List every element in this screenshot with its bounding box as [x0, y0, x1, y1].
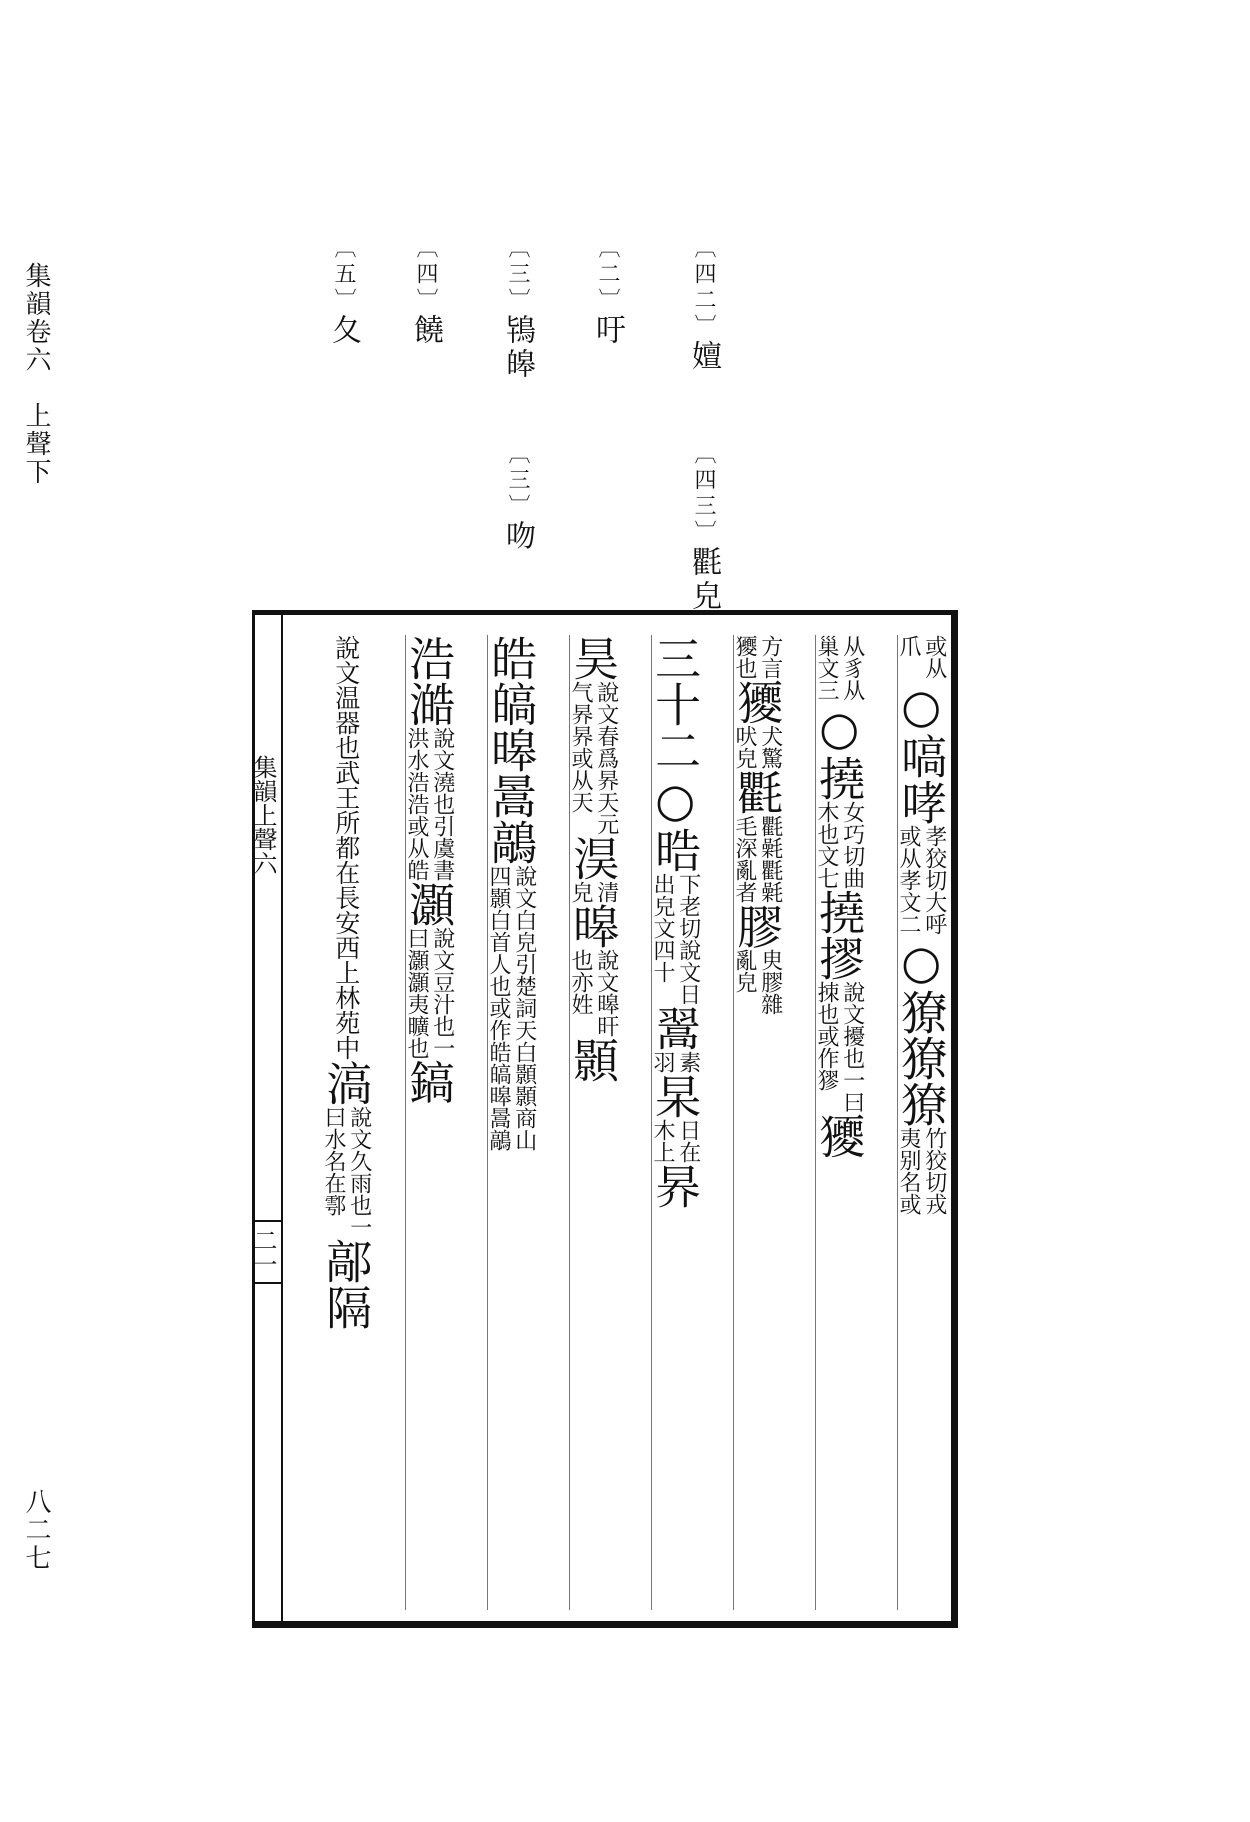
head-character: 鎬	[402, 1059, 457, 1105]
gloss-line: 皃	[568, 881, 593, 903]
gloss-line: 犬驚	[757, 725, 783, 769]
gloss	[731, 949, 783, 1015]
gloss-line: 巢文三	[814, 635, 839, 701]
collation-note	[500, 442, 535, 554]
head-character: 浩澔	[402, 635, 457, 727]
gloss-line: 拺也或作㺒	[814, 981, 839, 1091]
head-character: 獿	[730, 679, 785, 725]
gloss-line: 木也文七	[814, 801, 839, 889]
head-character: 撓摎	[812, 889, 867, 981]
gloss	[813, 635, 865, 701]
head-character: ○嗃哮	[894, 679, 949, 825]
gloss-line: 洪水浩浩或从皓	[404, 727, 429, 881]
gloss-line: 說文澆也引虞書	[429, 727, 455, 881]
gloss-line: 羽	[650, 1051, 675, 1073]
gloss	[403, 927, 455, 1059]
note-text: 吻	[500, 520, 535, 554]
gloss	[731, 815, 783, 903]
gloss-line: 竹狡切戎	[921, 1127, 947, 1215]
gloss-line: 清	[593, 881, 619, 903]
gloss-line: 曰水名在鄠	[321, 1106, 346, 1216]
text-column	[730, 635, 785, 1610]
head-character: 昊	[566, 635, 621, 681]
gloss	[403, 727, 455, 881]
gloss	[567, 949, 619, 1037]
gloss-line: 說文暤旰	[593, 949, 619, 1037]
block-heart-title: 集韻上聲六	[249, 755, 277, 875]
head-character: 膠	[730, 903, 785, 949]
note-text: 氍皃	[686, 546, 721, 614]
gloss	[485, 865, 537, 1151]
page-number: 八二七	[21, 1488, 51, 1572]
collation-note	[686, 442, 721, 614]
gloss	[649, 1051, 701, 1073]
note-number: 〔四三〕	[691, 442, 716, 546]
collation-note	[686, 236, 721, 374]
gloss-line: 日在	[675, 1119, 701, 1163]
running-title: 集韻卷六 上聲下	[21, 262, 51, 486]
note-text: 嬗	[686, 340, 721, 374]
gloss-line: 毛深亂者	[732, 815, 757, 903]
rhyme-heading: 三十二	[648, 635, 703, 773]
gloss	[649, 873, 701, 1005]
collation-note	[590, 236, 625, 348]
gloss-line: 或从孝文二	[896, 825, 921, 935]
gloss-line: 方言	[757, 635, 783, 679]
text-column	[402, 635, 457, 1610]
head-character: 滈	[319, 1060, 374, 1106]
note-number: 〔三〕	[505, 442, 530, 520]
head-character: 獿	[812, 1113, 867, 1159]
collation-note	[408, 236, 443, 348]
gloss	[895, 635, 947, 679]
head-character: ○獠獠獠	[894, 935, 949, 1127]
note-number: 〔三〕	[505, 236, 530, 314]
block-heart-folio: 二一	[255, 1220, 281, 1284]
gloss-line: 或从	[921, 635, 947, 679]
gloss-line: 曰灝灝夷曠也	[404, 927, 429, 1059]
gloss-line: 孝狡切大呼	[921, 825, 947, 935]
gloss-line: 說文春爲昦天元	[593, 681, 619, 835]
gloss	[320, 1106, 372, 1238]
head-character: 氍	[730, 769, 785, 815]
gloss-line: 㬰膠雜	[757, 949, 783, 1015]
gloss-line: 木上	[650, 1119, 675, 1163]
note-text: 饒	[408, 314, 443, 348]
text-column	[566, 635, 621, 1610]
head-character: 昦	[648, 1163, 703, 1209]
gloss-line: 說文豆汁也一	[429, 927, 455, 1059]
note-number: 〔五〕	[331, 236, 356, 314]
gloss-line: 气昦昦或从天	[568, 681, 593, 813]
gloss	[813, 801, 865, 889]
head-character: 灝	[402, 881, 457, 927]
gloss-line: 亂皃	[732, 949, 757, 993]
text-column	[319, 635, 374, 1610]
gloss-line: 說文久雨也一	[346, 1106, 372, 1238]
gloss-line: 从豸从	[839, 635, 865, 701]
gloss	[567, 681, 619, 835]
text-column	[894, 635, 949, 1610]
gloss-line: 也亦姓	[568, 949, 593, 1015]
gloss	[895, 1127, 947, 1215]
gloss	[649, 1119, 701, 1163]
gloss-line: 獿也	[732, 635, 757, 679]
collation-note	[326, 236, 361, 348]
text-column	[812, 635, 867, 1610]
head-character: 淏	[566, 835, 621, 881]
single-line-gloss: 說文温器也武王所都在長安西上林苑中	[331, 635, 361, 1060]
head-character: ○撓	[812, 701, 867, 801]
gloss-line: 四顥白首人也或作皓皜暤暠鶮	[486, 865, 511, 1151]
text-column	[648, 635, 703, 1610]
text-column	[484, 635, 539, 1610]
gloss-line: 說文擾也一曰	[839, 981, 865, 1113]
note-number: 〔四二〕	[691, 236, 716, 340]
gloss-line: 吠皃	[732, 725, 757, 769]
gloss	[895, 825, 947, 935]
note-text: 鴇皞	[500, 314, 535, 382]
note-number: 〔二〕	[595, 236, 620, 314]
head-character: 杲	[648, 1073, 703, 1119]
block-heart	[249, 615, 283, 1621]
gloss	[813, 981, 865, 1113]
text-frame	[249, 610, 958, 1628]
head-character: 鄗隔	[319, 1238, 374, 1330]
gloss-line: 素	[675, 1051, 701, 1073]
gloss-line: 爪	[896, 635, 921, 657]
head-character: ○晧	[648, 773, 703, 873]
gloss	[731, 725, 783, 769]
gloss-line: 說文白皃引楚詞天白顥顥商山	[511, 865, 537, 1151]
head-character: 暤	[566, 903, 621, 949]
note-text: 夂	[326, 314, 361, 348]
head-character: 皓皜暤暠鶮	[484, 635, 539, 865]
note-text: 吁	[590, 314, 625, 348]
gloss	[567, 881, 619, 903]
note-number: 〔四〕	[413, 236, 438, 314]
head-character: 翯	[648, 1005, 703, 1051]
collation-note	[500, 236, 535, 382]
gloss-line: 氍氉氍氉	[757, 815, 783, 903]
gloss-line: 下老切說文日	[675, 873, 701, 1005]
head-character: 顥	[566, 1037, 621, 1083]
gloss	[731, 635, 783, 679]
gloss-line: 出皃文四十	[650, 873, 675, 983]
gloss-line: 女巧切曲	[839, 801, 865, 889]
gloss-line: 夷别名或	[896, 1127, 921, 1215]
